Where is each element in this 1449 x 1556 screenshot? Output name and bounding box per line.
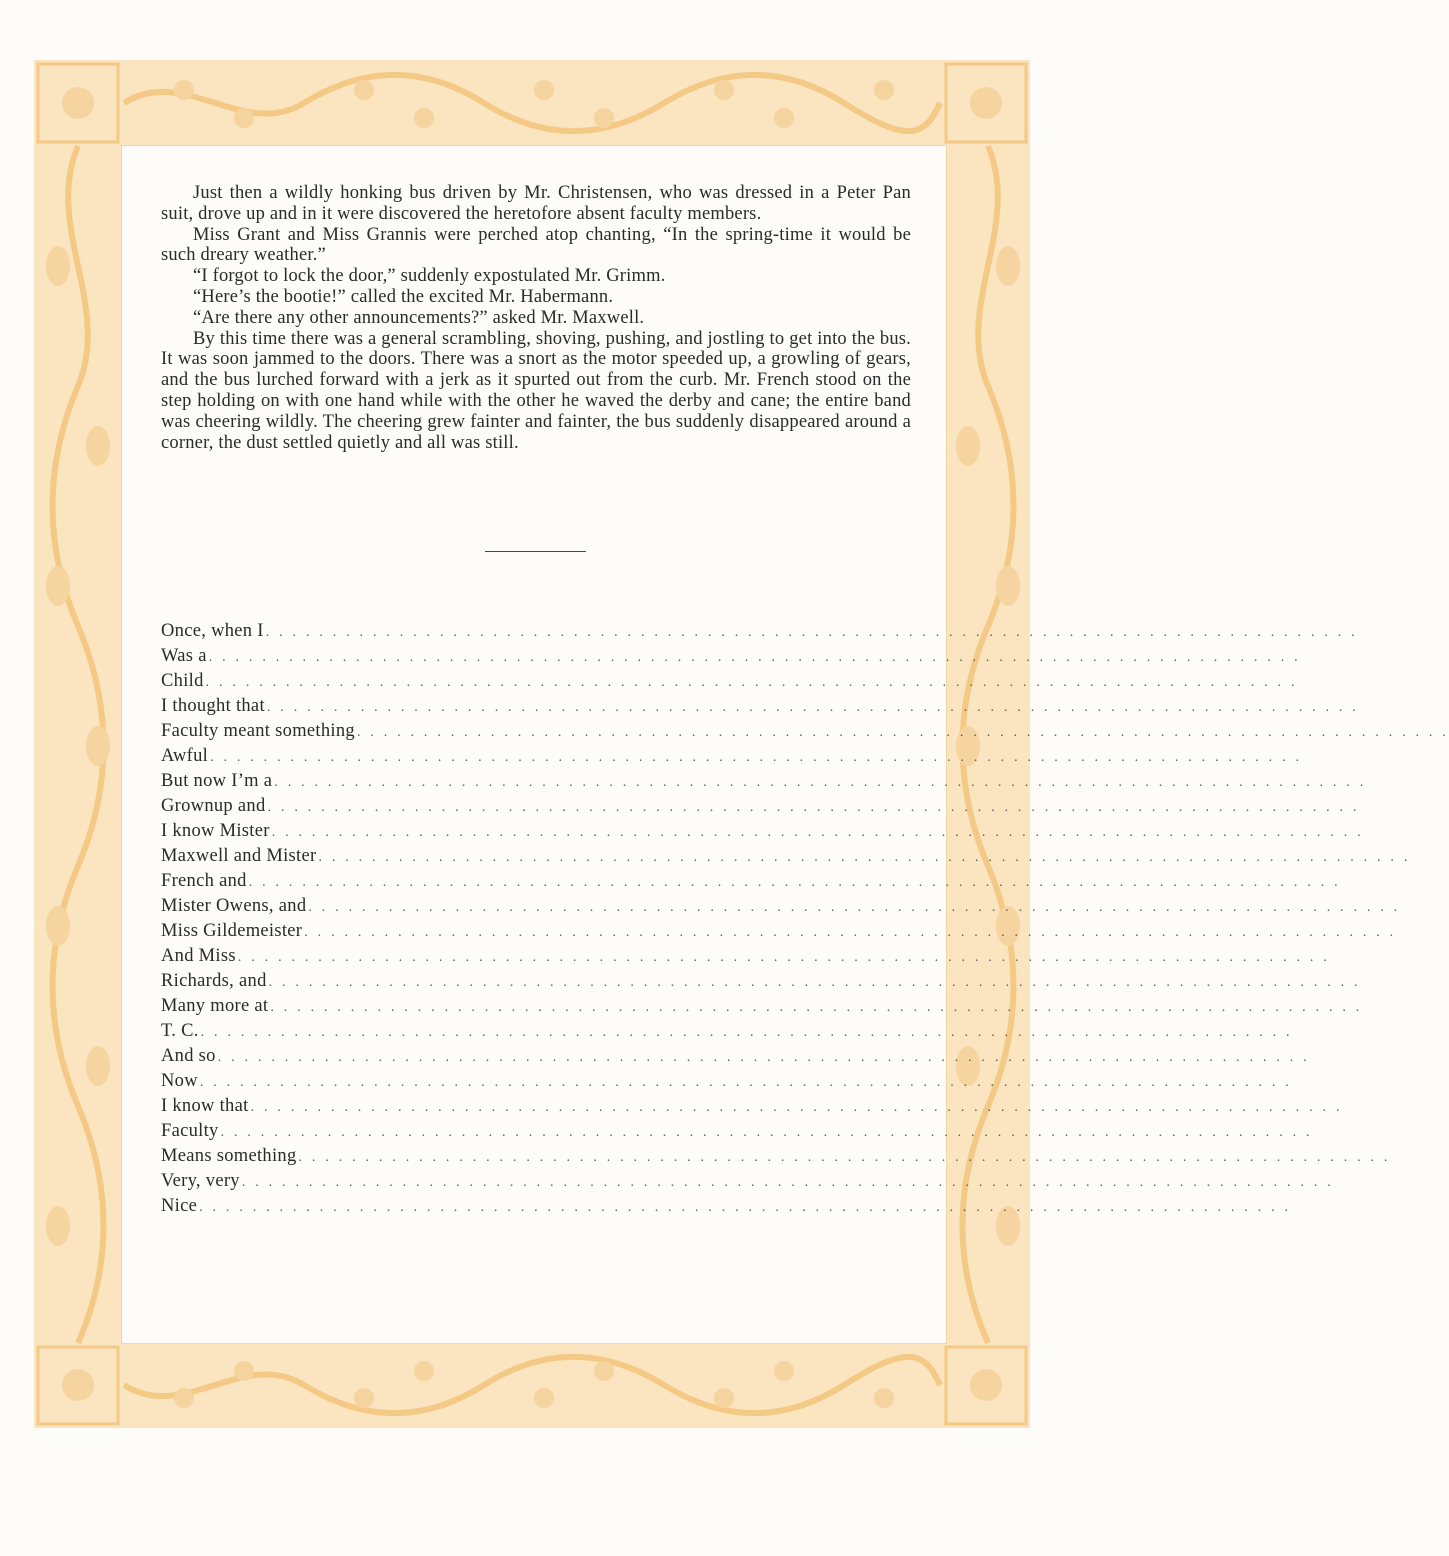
poem-line — [161, 869, 1341, 894]
border-top-ornament — [34, 60, 1030, 146]
dot-leader: . . . . . . . . . . . . . . . . . . . . . . . . . . . . . . . . . . . . . . . . . . . . . . . . . . . . . . . . . . . . . . . . . . . . . . . . . . . . . . . . . . — [274, 775, 1367, 790]
poem-line — [161, 1069, 1292, 1094]
prose-paragraph: Miss Grant and Miss Grannis were perched atop chanting, “In the spring-time it would be such dreary weather.” — [161, 224, 911, 266]
dot-leader: . . . . . . . . . . . . . . . . . . . . . . . . . . . . . . . . . . . . . . . . . . . . . . . . . . . . . . . . . . . . . . . . . . . . . . . . . . . . . . . . . . — [266, 700, 1359, 715]
dot-leader: . . . . . . . . . . . . . . . . . . . . . . . . . . . . . . . . . . . . . . . . . . . . . . . . . . . . . . . . . . . . . . . . . . . . . . . . . . . . . . . . . . — [250, 1100, 1343, 1115]
dot-leader: . . . . . . . . . . . . . . . . . . . . . . . . . . . . . . . . . . . . . . . . . . . . . . . . . . . . . . . . . . . . . . . . . . . . . . . . . . . . . . . . . . — [265, 625, 1358, 640]
poem-line-text: I thought that — [161, 696, 265, 716]
poem-line — [161, 619, 1358, 644]
poem-line-text: Maxwell and Mister — [161, 846, 317, 866]
poem-line — [161, 769, 1367, 794]
poem-line — [161, 794, 1360, 819]
border-bottom-ornament — [34, 1343, 1030, 1428]
poem-line — [161, 1094, 1343, 1119]
poem-line-text: Now — [161, 1071, 198, 1091]
poem-line-text: I know Mister — [161, 821, 270, 841]
poem-line — [161, 1169, 1334, 1194]
poem-line-text: I know that — [161, 1096, 249, 1116]
prose-block — [161, 183, 911, 453]
poem-line — [161, 1119, 1313, 1144]
poem-line-text: Once, when I — [161, 621, 264, 641]
dot-leader: . . . . . . . . . . . . . . . . . . . . . . . . . . . . . . . . . . . . . . . . . . . . . . . . . . . . . . . . . . . . . . . . . . . . . . . . . . . . . . . . . . — [241, 1175, 1334, 1190]
dot-leader: . . . . . . . . . . . . . . . . . . . . . . . . . . . . . . . . . . . . . . . . . . . . . . . . . . . . . . . . . . . . . . . . . . . . . . . . . . . . . . . . . . — [200, 1025, 1293, 1040]
poem-line-text: T. C. — [161, 1021, 199, 1041]
dot-leader: . . . . . . . . . . . . . . . . . . . . . . . . . . . . . . . . . . . . . . . . . . . . . . . . . . . . . . . . . . . . . . . . . . . . . . . . . . . . . . . . . . — [298, 1150, 1391, 1165]
dot-leader: . . . . . . . . . . . . . . . . . . . . . . . . . . . . . . . . . . . . . . . . . . . . . . . . . . . . . . . . . . . . . . . . . . . . . . . . . . . . . . . . . . — [304, 925, 1397, 940]
dot-leader: . . . . . . . . . . . . . . . . . . . . . . . . . . . . . . . . . . . . . . . . . . . . . . . . . . . . . . . . . . . . . . . . . . . . . . . . . . . . . . . . . . — [270, 1000, 1363, 1015]
poem-line-text: Child — [161, 671, 204, 691]
poem-line — [161, 894, 1401, 919]
poem-line-text: And so — [161, 1046, 216, 1066]
dot-leader: . . . . . . . . . . . . . . . . . . . . . . . . . . . . . . . . . . . . . . . . . . . . . . . . . . . . . . . . . . . . . . . . . . . . . . . . . . . . . . . . . . — [210, 750, 1303, 765]
dot-leader: . . . . . . . . . . . . . . . . . . . . . . . . . . . . . . . . . . . . . . . . . . . . . . . . . . . . . . . . . . . . . . . . . . . . . . . . . . . . . . . . . . — [220, 1125, 1313, 1140]
dot-leader: . . . . . . . . . . . . . . . . . . . . . . . . . . . . . . . . . . . . . . . . . . . . . . . . . . . . . . . . . . . . . . . . . . . . . . . . . . . . . . . . . . — [308, 900, 1401, 915]
poem-line — [161, 694, 1359, 719]
poem-line-text: Nice — [161, 1196, 198, 1216]
dot-leader: . . . . . . . . . . . . . . . . . . . . . . . . . . . . . . . . . . . . . . . . . . . . . . . . . . . . . . . . . . . . . . . . . . . . . . . . . . . . . . . . . . — [217, 1050, 1310, 1065]
poem-line — [161, 1194, 1292, 1219]
poem-line — [161, 1144, 1391, 1169]
poem-line — [161, 844, 1411, 869]
poem-line-text: Many more at — [161, 996, 269, 1016]
prose-paragraph: “I forgot to lock the door,” suddenly expostulated Mr. Grimm. — [193, 266, 666, 287]
poem-line-text: Was a — [161, 646, 207, 666]
poem-line-text: Very, very — [161, 1171, 240, 1191]
dot-leader: . . . . . . . . . . . . . . . . . . . . . . . . . . . . . . . . . . . . . . . . . . . . . . . . . . . . . . . . . . . . . . . . . . . . . . . . . . . . . . . . . . — [205, 675, 1298, 690]
dot-leader: . . . . . . . . . . . . . . . . . . . . . . . . . . . . . . . . . . . . . . . . . . . . . . . . . . . . . . . . . . . . . . . . . . . . . . . . . . . . . . . . . . — [318, 850, 1411, 865]
poem-line — [161, 944, 1330, 969]
poem-line-text: Faculty meant something — [161, 721, 355, 741]
poem-block — [161, 619, 1449, 1219]
poem-line — [161, 919, 1397, 944]
prose-paragraph: “Here’s the bootie!” called the excited Mr. Habermann. — [193, 286, 614, 307]
poem-line-text: Means something — [161, 1146, 297, 1166]
poem-line-text: French and — [161, 871, 247, 891]
dot-leader: . . . . . . . . . . . . . . . . . . . . . . . . . . . . . . . . . . . . . . . . . . . . . . . . . . . . . . . . . . . . . . . . . . . . . . . . . . . . . . . . . . — [356, 725, 1449, 740]
poem-line — [161, 819, 1364, 844]
border-left-ornament — [34, 146, 122, 1343]
dot-leader: . . . . . . . . . . . . . . . . . . . . . . . . . . . . . . . . . . . . . . . . . . . . . . . . . . . . . . . . . . . . . . . . . . . . . . . . . . . . . . . . . . — [237, 950, 1330, 965]
dot-leader: . . . . . . . . . . . . . . . . . . . . . . . . . . . . . . . . . . . . . . . . . . . . . . . . . . . . . . . . . . . . . . . . . . . . . . . . . . . . . . . . . . — [267, 800, 1360, 815]
poem-line-text: Miss Gildemeister — [161, 921, 303, 941]
poem-line — [161, 1019, 1293, 1044]
dot-leader: . . . . . . . . . . . . . . . . . . . . . . . . . . . . . . . . . . . . . . . . . . . . . . . . . . . . . . . . . . . . . . . . . . . . . . . . . . . . . . . . . . — [199, 1075, 1292, 1090]
dot-leader: . . . . . . . . . . . . . . . . . . . . . . . . . . . . . . . . . . . . . . . . . . . . . . . . . . . . . . . . . . . . . . . . . . . . . . . . . . . . . . . . . . — [268, 975, 1361, 990]
poem-line-text: Awful — [161, 746, 209, 766]
dot-leader: . . . . . . . . . . . . . . . . . . . . . . . . . . . . . . . . . . . . . . . . . . . . . . . . . . . . . . . . . . . . . . . . . . . . . . . . . . . . . . . . . . — [208, 650, 1301, 665]
prose-paragraph: Just then a wildly honking bus driven by Mr. Christensen, who was dressed in a Peter Pan suit, drove up and in it were discovered the heretofore absent faculty members. — [161, 183, 911, 224]
prose-paragraph: By this time there was a general scrambling, shoving, pushing, and jostling to get into the bus. It was soon jammed to the doors. There was a snort as the motor speeded up, a growling of gears, and the bus lurched forward with a jerk as it spurted out from the curb. Mr. French stood on the step holding on with one hand while with the other he waved the derby and cane; the entire band was cheering wildly. The cheering grew fainter and fainter, the bus suddenly disappeared around a corner, the dust settled quietly and all was still. — [161, 328, 911, 453]
poem-line — [161, 969, 1361, 994]
poem-line — [161, 719, 1449, 744]
poem-line — [161, 1044, 1310, 1069]
poem-line — [161, 994, 1363, 1019]
section-divider — [485, 551, 586, 552]
poem-line — [161, 644, 1301, 669]
dot-leader: . . . . . . . . . . . . . . . . . . . . . . . . . . . . . . . . . . . . . . . . . . . . . . . . . . . . . . . . . . . . . . . . . . . . . . . . . . . . . . . . . . — [199, 1200, 1292, 1215]
poem-line-text: Faculty — [161, 1121, 219, 1141]
poem-line-text: Grownup and — [161, 796, 266, 816]
poem-line-text: Mister Owens, and — [161, 896, 307, 916]
prose-paragraph: “Are there any other announcements?” asked Mr. Maxwell. — [193, 307, 645, 328]
poem-line — [161, 744, 1303, 769]
poem-line-text: Richards, and — [161, 971, 267, 991]
dot-leader: . . . . . . . . . . . . . . . . . . . . . . . . . . . . . . . . . . . . . . . . . . . . . . . . . . . . . . . . . . . . . . . . . . . . . . . . . . . . . . . . . . — [271, 825, 1364, 840]
dot-leader: . . . . . . . . . . . . . . . . . . . . . . . . . . . . . . . . . . . . . . . . . . . . . . . . . . . . . . . . . . . . . . . . . . . . . . . . . . . . . . . . . . — [248, 875, 1341, 890]
poem-line-text: But now I’m a — [161, 771, 273, 791]
poem-line — [161, 669, 1298, 694]
poem-line-text: And Miss — [161, 946, 236, 966]
